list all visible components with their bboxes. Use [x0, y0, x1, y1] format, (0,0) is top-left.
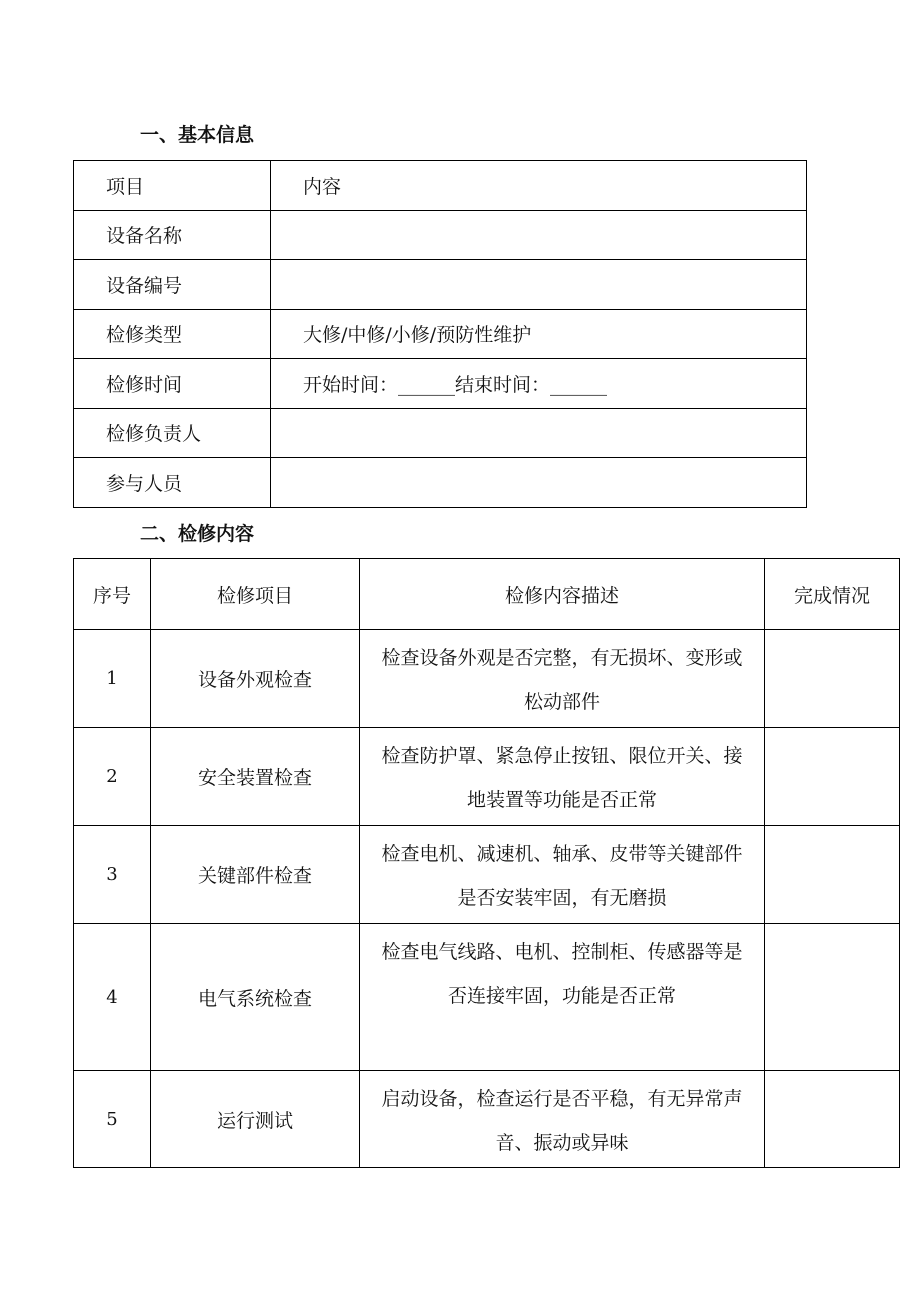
table-row: [74, 924, 900, 1071]
header-cell-content: 内容: [271, 161, 807, 211]
row-description: 检查防护罩、紧急停止按钮、限位开关、接地装置等功能是否正常: [360, 728, 765, 826]
row-value: [271, 260, 807, 310]
header-cell-number: 序号: [74, 559, 151, 630]
row-description: 检查电气线路、电机、控制柜、传感器等是否连接牢固，功能是否正常: [360, 924, 765, 1071]
row-description: 启动设备，检查运行是否平稳，有无异常声音、振动或异味: [360, 1071, 765, 1168]
row-number: 2: [74, 728, 151, 826]
row-label: 设备名称: [74, 210, 271, 260]
row-item: 安全装置检查: [151, 728, 360, 826]
table-row: [74, 260, 807, 310]
row-value: [271, 210, 807, 260]
table-row: [74, 826, 900, 924]
table-row: [74, 1071, 900, 1168]
row-description: 检查电机、减速机、轴承、皮带等关键部件是否安装牢固，有无磨损: [360, 826, 765, 924]
row-label: 检修时间: [74, 359, 271, 409]
row-label: 检修负责人: [74, 408, 271, 458]
row-value: [271, 458, 807, 508]
section-title-maintenance-content: 二、检修内容: [140, 523, 255, 545]
row-status[interactable]: [765, 826, 900, 924]
row-number: 3: [74, 826, 151, 924]
row-status[interactable]: [765, 630, 900, 728]
row-number: 4: [74, 924, 151, 1071]
table-header-row: [74, 559, 900, 630]
row-status[interactable]: [765, 728, 900, 826]
row-value: [271, 408, 807, 458]
maintenance-content-table: [73, 558, 900, 1168]
row-value: 大修/中修/小修/预防性维护: [271, 309, 807, 359]
row-item: 电气系统检查: [151, 924, 360, 1071]
row-label: 检修类型: [74, 309, 271, 359]
table-row: [74, 630, 900, 728]
row-description: 检查设备外观是否完整，有无损坏、变形或松动部件: [360, 630, 765, 728]
table-row: [74, 359, 807, 409]
table-row: [74, 309, 807, 359]
table-row: [74, 210, 807, 260]
row-number: 1: [74, 630, 151, 728]
row-label: 设备编号: [74, 260, 271, 310]
section-title-basic-info: 一、基本信息: [140, 124, 255, 146]
row-item: 设备外观检查: [151, 630, 360, 728]
row-item: 关键部件检查: [151, 826, 360, 924]
header-cell-item: 项目: [74, 161, 271, 211]
table-row: [74, 728, 900, 826]
basic-info-table: [73, 160, 807, 508]
row-value: 开始时间：______结束时间：______: [271, 359, 807, 409]
row-label: 参与人员: [74, 458, 271, 508]
row-item: 运行测试: [151, 1071, 360, 1168]
table-header-row: [74, 161, 807, 211]
header-cell-item: 检修项目: [151, 559, 360, 630]
row-number: 5: [74, 1071, 151, 1168]
row-status[interactable]: [765, 1071, 900, 1168]
row-status[interactable]: [765, 924, 900, 1071]
table-row: [74, 408, 807, 458]
header-cell-description: 检修内容描述: [360, 559, 765, 630]
header-cell-status: 完成情况: [765, 559, 900, 630]
table-row: [74, 458, 807, 508]
